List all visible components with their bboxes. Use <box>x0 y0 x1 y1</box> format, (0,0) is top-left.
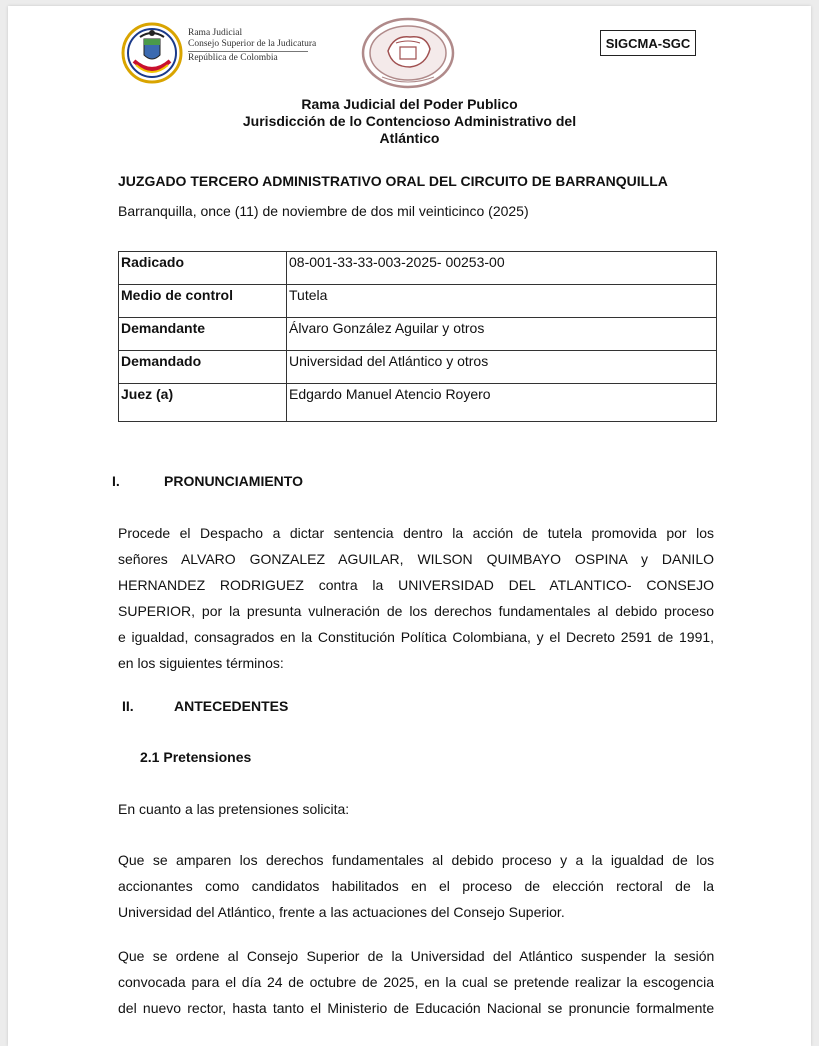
paragraph-line: Que se amparen los derechos fundamentales al debido proceso y a la igualdad de los <box>118 852 715 868</box>
paragraph-pretensiones-intro <box>118 796 714 822</box>
table-value: Edgardo Manuel Atencio Royero <box>287 384 717 422</box>
paragraph-line: e igualdad, consagrados en la Constitución Política Colombiana, y el Decreto 2591 de 1991, <box>118 629 715 645</box>
case-info-table <box>118 251 717 422</box>
section-title: ANTECEDENTES <box>174 698 289 714</box>
section-heading-1 <box>112 473 303 489</box>
paragraph-line: Que se ordene al Consejo Superior de la Universidad del Atlántico suspender la sesión <box>118 948 715 964</box>
brand-divider <box>188 51 308 52</box>
section-number: II. <box>122 698 134 714</box>
paragraph-line: Universidad del Atlántico, frente a las actuaciones del Consejo Superior. <box>118 904 565 920</box>
section-title: PRONUNCIAMIENTO <box>164 473 303 489</box>
paragraph-line: SUPERIOR, por la presunta vulneración de los derechos fundamentales al debido proceso <box>118 603 714 619</box>
paragraph-line: HERNANDEZ RODRIGUEZ contra la UNIVERSIDAD DEL ATLANTICO- CONSEJO <box>118 577 714 593</box>
table-value: Universidad del Atlántico y otros <box>287 351 717 384</box>
paragraph-line: convocada para el día 24 de octubre de 2025, en la cual se pretende realizar la escogencia <box>118 974 714 990</box>
title-line-1: Rama Judicial del Poder Publico <box>301 96 518 112</box>
brand-line-2: Consejo Superior de la Judicatura <box>188 39 317 49</box>
title-line-2: Jurisdicción de lo Contencioso Administrativo del <box>242 113 577 129</box>
title-line-3: Atlántico <box>379 130 440 146</box>
table-row <box>119 384 717 422</box>
table-value: 08-001-33-33-003-2025- 00253-00 <box>287 252 717 285</box>
section-heading-2 <box>122 698 288 714</box>
paragraph-line: accionantes como candidatos habilitados en el proceso de elección rectoral de la <box>118 878 714 894</box>
paragraph-pretension-1 <box>118 847 714 925</box>
brand-line-1: Rama Judicial <box>188 28 243 38</box>
table-key: Demandante <box>119 318 287 351</box>
brand-line-3: República de Colombia <box>188 53 278 63</box>
table-key: Medio de control <box>119 285 287 318</box>
court-name: JUZGADO TERCERO ADMINISTRATIVO ORAL DEL CIRCUITO DE BARRANQUILLA <box>118 173 668 189</box>
brand-text <box>188 28 316 64</box>
table-row <box>119 252 717 285</box>
table-row <box>119 285 717 318</box>
paragraph-pronunciamiento <box>118 520 714 676</box>
table-row <box>119 318 717 351</box>
table-key: Juez (a) <box>119 384 287 422</box>
rama-judicial-seal-icon <box>120 21 184 85</box>
document-date: Barranquilla, once (11) de noviembre de dos mil veinticinco (2025) <box>118 203 529 219</box>
section-number: I. <box>112 473 120 489</box>
paragraph-line: En cuanto a las pretensiones solicita: <box>118 801 350 817</box>
document-page <box>8 6 811 1046</box>
table-row <box>119 351 717 384</box>
paragraph-line: señores ALVARO GONZALEZ AGUILAR, WILSON QUIMBAYO OSPINA y DANILO <box>118 551 714 567</box>
paragraph-line: del nuevo rector, hasta tanto el Ministerio de Educación Nacional se pronuncie formalmente <box>118 1000 715 1016</box>
subsection-heading: 2.1 Pretensiones <box>140 749 252 765</box>
table-value: Tutela <box>287 285 717 318</box>
paragraph-line: en los siguientes términos: <box>118 655 284 671</box>
paragraph-line: Procede el Despacho a dictar sentencia dentro la acción de tutela promovida por los <box>118 525 714 541</box>
table-key: Demandado <box>119 351 287 384</box>
table-key: Radicado <box>119 252 287 285</box>
document-title <box>8 96 811 147</box>
table-value: Álvaro González Aguilar y otros <box>287 318 717 351</box>
paragraph-pretension-2 <box>118 943 714 1021</box>
jurisdiccion-seal-icon <box>360 17 456 89</box>
sigcma-code-box: SIGCMA-SGC <box>600 30 696 56</box>
